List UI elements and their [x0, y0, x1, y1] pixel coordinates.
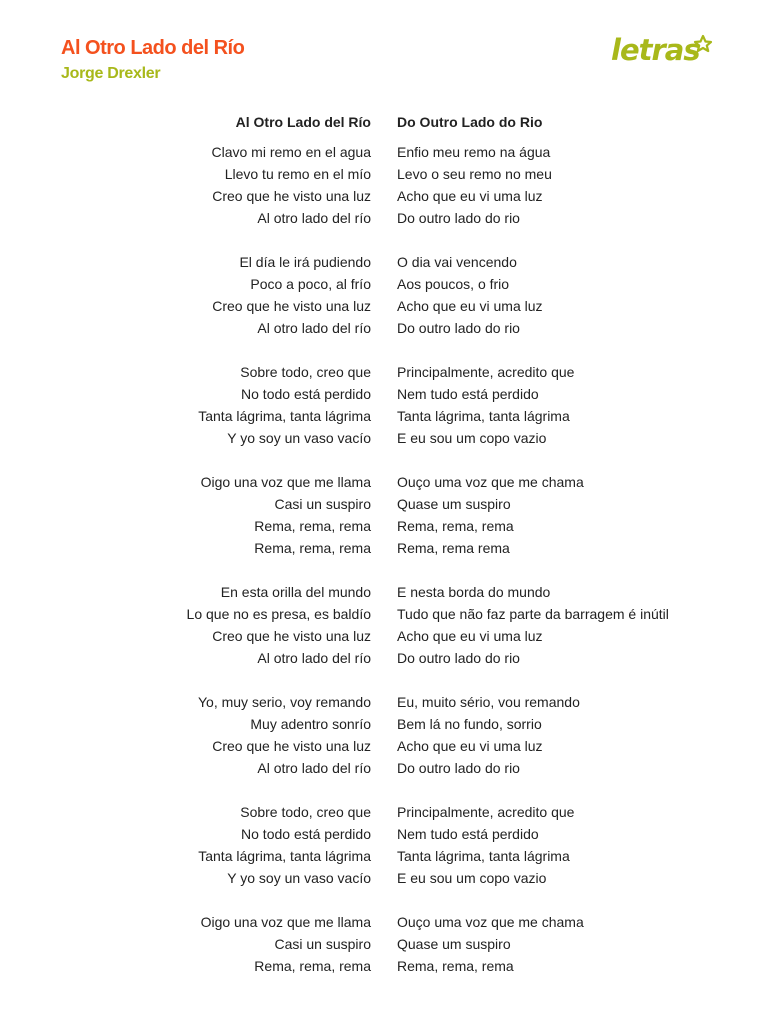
- original-line: Poco a poco, al frío: [250, 276, 371, 292]
- stanza: [0, 801, 768, 889]
- lyric-line: [0, 625, 768, 647]
- lyrics-pairs: [0, 141, 768, 999]
- original-line: Clavo mi remo en el agua: [211, 144, 371, 160]
- lyric-line: [0, 251, 768, 273]
- lyric-line: [0, 361, 768, 383]
- lyric-line: [0, 801, 768, 823]
- lyric-line: [0, 757, 768, 779]
- translated-line: Levo o seu remo no meu: [397, 166, 552, 182]
- translated-line: Nem tudo está perdido: [397, 386, 539, 402]
- translated-line: Acho que eu vi uma luz: [397, 298, 543, 314]
- translated-line: Bem lá no fundo, sorrio: [397, 716, 542, 732]
- original-line: Rema, rema, rema: [254, 958, 371, 974]
- stanza: [0, 581, 768, 669]
- translated-line: E eu sou um copo vazio: [397, 430, 547, 446]
- original-line: Oigo una voz que me llama: [200, 474, 371, 490]
- original-line: Tanta lágrima, tanta lágrima: [198, 408, 371, 424]
- translated-line: Do outro lado do rio: [397, 760, 520, 776]
- lyric-line: [0, 317, 768, 339]
- translated-line: Eu, muito sério, vou remando: [397, 694, 580, 710]
- letras-logo: [611, 30, 715, 70]
- translated-line: Acho que eu vi uma luz: [397, 188, 543, 204]
- original-line: Oigo una voz que me llama: [200, 914, 371, 930]
- translated-line: Principalmente, acredito que: [397, 804, 575, 820]
- lyric-line: [0, 647, 768, 669]
- original-line: Rema, rema, rema: [254, 540, 371, 556]
- translated-line: Nem tudo está perdido: [397, 826, 539, 842]
- song-title: Al Otro Lado del Río: [61, 37, 245, 59]
- translated-line: Acho que eu vi uma luz: [397, 738, 543, 754]
- translated-line: E nesta borda do mundo: [397, 584, 551, 600]
- translated-line: Enfio meu remo na água: [397, 144, 551, 160]
- original-line: Lo que no es presa, es baldío: [186, 606, 371, 622]
- lyric-line: [0, 405, 768, 427]
- original-line: Tanta lágrima, tanta lágrima: [198, 848, 371, 864]
- original-line: Yo, muy serio, voy remando: [197, 694, 371, 710]
- original-column-heading: Al Otro Lado del Río: [235, 114, 371, 130]
- stanza: [0, 691, 768, 779]
- original-line: Casi un suspiro: [274, 936, 371, 952]
- translated-line: Quase um suspiro: [397, 496, 511, 512]
- original-line: Creo que he visto una luz: [212, 298, 371, 314]
- translated-line: Tanta lágrima, tanta lágrima: [397, 848, 570, 864]
- letras-logo-wordmark: letras: [611, 33, 700, 67]
- lyric-line: [0, 515, 768, 537]
- lyric-line: [0, 273, 768, 295]
- translated-line: Do outro lado do rio: [397, 320, 520, 336]
- lyric-line: [0, 845, 768, 867]
- stanza: [0, 911, 768, 977]
- original-line: Al otro lado del río: [257, 650, 371, 666]
- lyric-line: [0, 185, 768, 207]
- lyric-line: [0, 383, 768, 405]
- original-line: Creo que he visto una luz: [212, 188, 371, 204]
- translated-line: Do outro lado do rio: [397, 650, 520, 666]
- lyric-line: [0, 603, 768, 625]
- original-line: No todo está perdido: [241, 386, 371, 402]
- lyric-line: [0, 471, 768, 493]
- original-line: Al otro lado del río: [257, 760, 371, 776]
- original-line: En esta orilla del mundo: [220, 584, 371, 600]
- lyric-line: [0, 207, 768, 229]
- lyric-line: [0, 141, 768, 163]
- translated-line: Rema, rema, rema: [397, 518, 514, 534]
- translated-line: Quase um suspiro: [397, 936, 511, 952]
- stanza: [0, 471, 768, 559]
- translated-line: Aos poucos, o frio: [397, 276, 510, 292]
- translated-line: E eu sou um copo vazio: [397, 870, 547, 886]
- original-line: Y yo soy un vaso vacío: [227, 870, 371, 886]
- artist-name: Jorge Drexler: [61, 65, 161, 82]
- translated-line: Rema, rema, rema: [397, 958, 514, 974]
- stanza: [0, 251, 768, 339]
- lyric-line: [0, 581, 768, 603]
- original-line: Llevo tu remo en el mío: [224, 166, 371, 182]
- letras-logo-icon: [611, 30, 715, 70]
- translated-line: Tanta lágrima, tanta lágrima: [397, 408, 570, 424]
- lyric-line: [0, 735, 768, 757]
- lyric-line: [0, 295, 768, 317]
- original-line: Y yo soy un vaso vacío: [227, 430, 371, 446]
- original-line: Al otro lado del río: [257, 320, 371, 336]
- translated-line: Ouço uma voz que me chama: [397, 474, 584, 490]
- translated-line: Tudo que não faz parte da barragem é inútil: [397, 606, 669, 622]
- lyric-line: [0, 537, 768, 559]
- lyric-line: [0, 163, 768, 185]
- lyric-line: [0, 867, 768, 889]
- original-line: Creo que he visto una luz: [212, 738, 371, 754]
- translated-line: Rema, rema rema: [397, 540, 510, 556]
- translation-column-heading: Do Outro Lado do Rio: [397, 114, 543, 130]
- song-header: [61, 36, 244, 84]
- original-line: Creo que he visto una luz: [212, 628, 371, 644]
- original-line: No todo está perdido: [241, 826, 371, 842]
- lyric-line: [0, 427, 768, 449]
- translated-line: Principalmente, acredito que: [397, 364, 575, 380]
- lyric-line: [0, 713, 768, 735]
- original-line: Sobre todo, creo que: [240, 364, 371, 380]
- lyric-line: [0, 493, 768, 515]
- original-line: Sobre todo, creo que: [240, 804, 371, 820]
- lyric-line: [0, 691, 768, 713]
- original-line: El día le irá pudiendo: [239, 254, 371, 270]
- stanza: [0, 141, 768, 229]
- translated-line: Acho que eu vi uma luz: [397, 628, 543, 644]
- lyric-line: [0, 823, 768, 845]
- stanza: [0, 361, 768, 449]
- original-line: Muy adentro sonrío: [250, 716, 371, 732]
- lyric-line: [0, 933, 768, 955]
- original-line: Rema, rema, rema: [254, 518, 371, 534]
- translated-line: Do outro lado do rio: [397, 210, 520, 226]
- original-line: Casi un suspiro: [274, 496, 371, 512]
- original-line: Al otro lado del río: [257, 210, 371, 226]
- lyric-line: [0, 911, 768, 933]
- translated-line: O dia vai vencendo: [397, 254, 517, 270]
- translated-line: Ouço uma voz que me chama: [397, 914, 584, 930]
- lyric-line: [0, 955, 768, 977]
